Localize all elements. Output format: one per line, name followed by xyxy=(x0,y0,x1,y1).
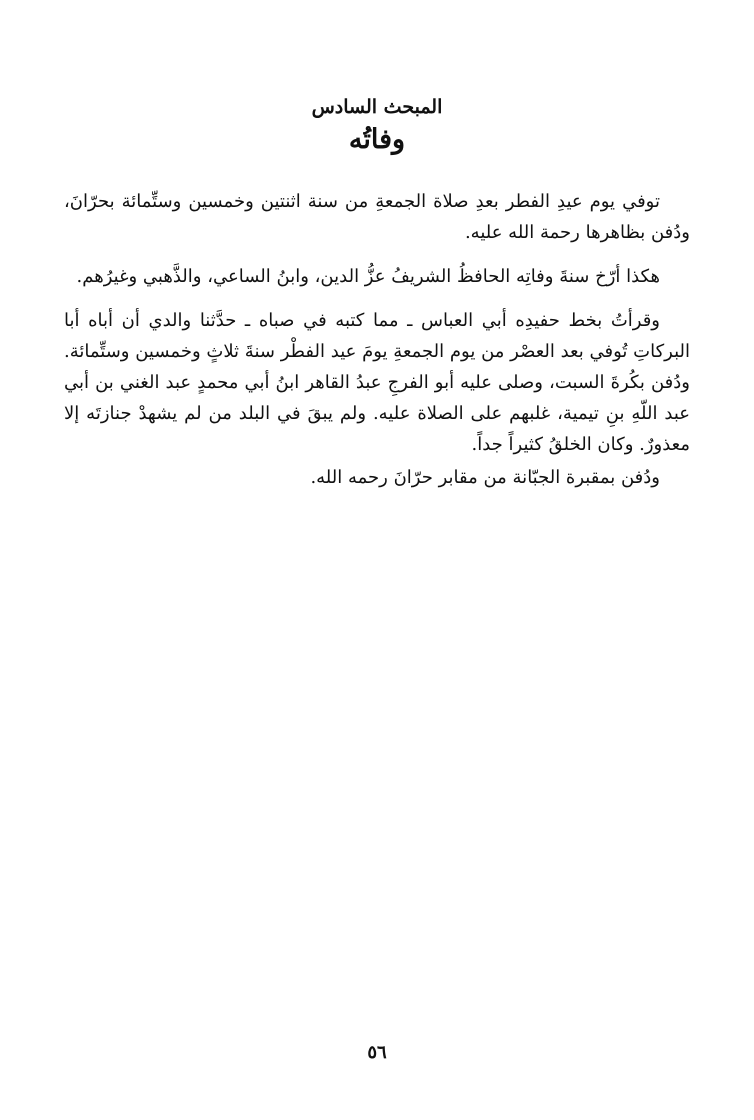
paragraph-historians: هكذا أرّخ سنةَ وفاتِه الحافظُ الشريفُ عزُّ الدين، وابنُ الساعي، والذَّهبي وغيرُهم. xyxy=(76,266,660,287)
paragraph-burial: ودُفن بمقبرة الجبّانة من مقابر حرّانَ رحمه الله. xyxy=(310,467,660,488)
page-number: ٥٦ xyxy=(367,1042,387,1063)
chapter-label: المبحث السادس xyxy=(311,96,443,118)
chapter-title: وفاتُه xyxy=(348,124,406,155)
paragraph-grandson-account: وقرأتُ بخط حفيدِه أبي العباس ـ مما كتبه في صباه ـ حدَّثنا والدي أن أباه أبا البركاتِ تُوفي بعد العصْر من يوم الجمعةِ يومَ عيد الفطْر سنةَ ثلاثٍ وخمسين وستِّمائة. ودُفن بكُرةَ السبت، وصلى عليه أبو الفرجِ عبدُ القاهر ابنُ أبي محمدٍ عبد الغني بن أبي عبد اللّهِ بنِ تيمية، غلبهم على الصلاة عليه. ولم يبقَ في البلد من لم يشهدْ جنازتَه إلا معذورٌ. وكان الخلقُ كثيراً جداً. xyxy=(64,310,690,455)
paragraph-death-date: توفي يوم عيدِ الفطر بعدِ صلاة الجمعةِ من سنة اثنتين وخمسين وستِّمائة بحرّانَ، ودُفن بظاهرها رحمة الله عليه. xyxy=(64,191,690,243)
page-content xyxy=(64,92,690,506)
